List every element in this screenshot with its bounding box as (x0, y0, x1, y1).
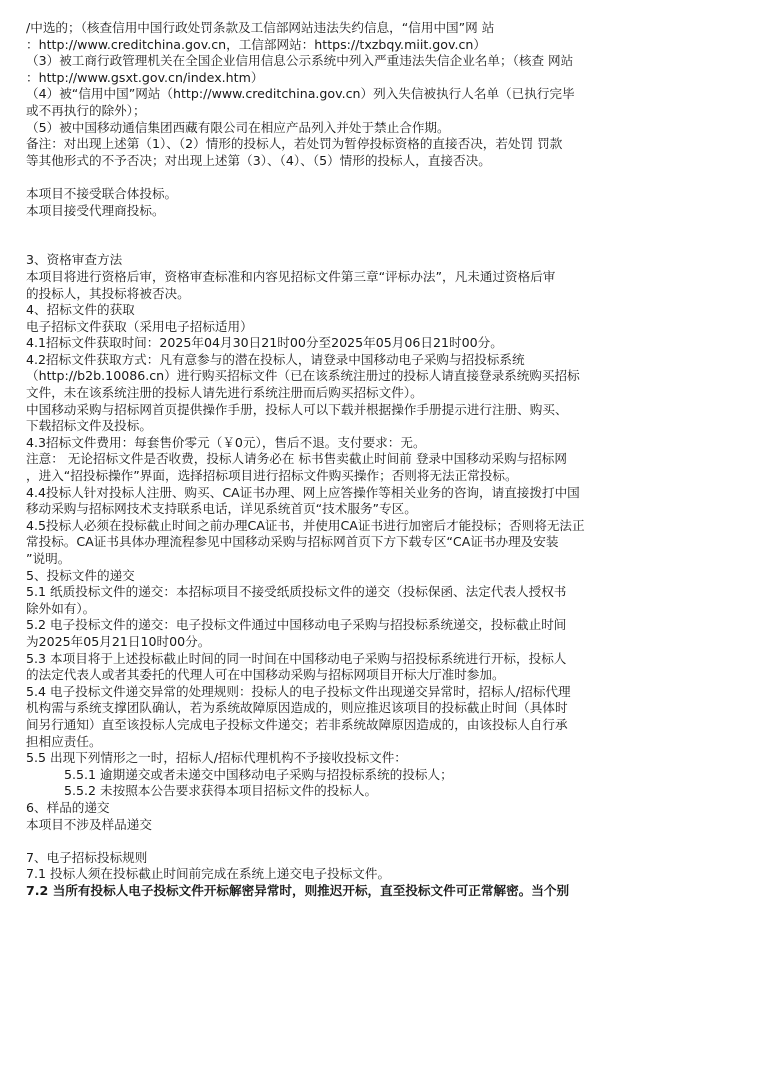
text-line-gsxt-url: ：http://www.gsxt.gov.cn/index.htm） (26, 69, 264, 85)
text-line-no-consortium: 本项目不接受联合体投标。 (26, 185, 178, 201)
text-line-5-5: 5.5 出现下列情形之一时，招标人/招标代理机构不予接收投标文件： (26, 750, 407, 766)
text-line-5-4-end: 担相应责任。 (26, 733, 102, 749)
text-line-remark: 备注：对出现上述第（1）、（2）情形的投标人，若处罚为暂停投标资格的直接否决，若处罚 罚款 (26, 136, 563, 152)
blank-line (26, 219, 738, 236)
text-line-5-4-cont1: 机构需与系统支撑团队确认，若为系统故障原因造成的，则应推迟该项目的投标截止时间（具体时 (26, 700, 568, 716)
announcement-document (26, 20, 738, 899)
text-line-agent-accepted: 本项目接受代理商投标。 (26, 202, 165, 218)
section-heading-samples: 6、样品的递交 (26, 799, 110, 815)
text-line-5-2-cont: 为2025年05月21日10时00分。 (26, 633, 211, 649)
text-line-websites: ：http://www.creditchina.gov.cn，工信部网站：https://txzbqy.miit.gov.cn） (26, 36, 486, 52)
text-line-5-3: 5.3 本项目将于上述投标截止时间的同一时间在中国移动电子采购与招投标系统进行开标，投标人 (26, 650, 567, 666)
text-line-manual-cont: 下载招标文件及投标。 (26, 418, 152, 434)
text-line-4-5-end: ”说明。 (26, 551, 71, 566)
text-line-notice-cont: ，进入“招投标操作”界面，选择招标项目进行招标文件购买操作；否则将无法正常投标。 (26, 468, 518, 484)
text-line-notice: 注意： 无论招标文件是否收费，投标人请务必在 标书售卖截止时间前 登录中国移动采购与招标网 (26, 451, 567, 467)
text-line-5-2: 5.2 电子投标文件的递交：电子投标文件通过中国移动电子采购与招投标系统递交，投标截止时间 (26, 617, 567, 633)
text-line-qualification-cont: 的投标人，其投标将被否决。 (26, 285, 190, 301)
text-line-7-1: 7.1 投标人须在投标截止时间前完成在系统上递交电子投标文件。 (26, 866, 391, 882)
text-line-4-5: 4.5投标人必须在投标截止时间之前办理CA证书，并使用CA证书进行加密后才能投标；否则将无法正 (26, 517, 585, 533)
section-heading-e-bidding-rules: 7、电子招标投标规则 (26, 849, 148, 865)
text-line-manual: 中国移动采购与招标网首页提供操作手册，投标人可以下载并根据操作手册提示进行注册、购买、 (26, 401, 568, 417)
text-line-4-3: 4.3招标文件费用：每套售价零元（￥0元），售后不退。支付要求：无。 (26, 434, 426, 450)
text-line-5-1-cont: 除外如有）。 (26, 600, 96, 616)
text-line-4-1: 4.1招标文件获取时间：2025年04月30日21时00分至2025年05月06日21时00分。 (26, 335, 503, 351)
text-line-item-4: （4）被“信用中国”网站（http://www.creditchina.gov.cn）列入失信被执行人名单（已执行完毕 (26, 86, 575, 102)
section-heading-qualification: 3、资格审查方法 (26, 252, 123, 268)
text-line-5-4-cont2: 间另行通知）直至该投标人完成电子投标文件递交；若非系统故障原因造成的，由该投标人自行承 (26, 716, 568, 732)
blank-line (26, 169, 738, 186)
text-line-5-1: 5.1 纸质投标文件的递交：本招标项目不接受纸质投标文件的递交（投标保函、法定代表人授权书 (26, 584, 567, 600)
text-line-4-2-url: （http://b2b.10086.cn）进行购买招标文件（已在该系统注册过的投标人请直接登录系统购买招标 (26, 368, 580, 384)
text-line-4-4-cont: 移动采购与招标网技术支持联系电话，详见系统首页“技术服务”专区。 (26, 501, 417, 517)
text-line-debarment-cont: /中选的；（核查信用中国行政处罚条款及工信部网站违法失约信息，“信用中国”网 站 (26, 20, 495, 35)
text-line-no-samples: 本项目不涉及样品递交 (26, 816, 152, 832)
text-line-qualification: 本项目将进行资格后审，资格审查标准和内容见招标文件第三章“评标办法”，凡未通过资格后审 (26, 268, 556, 284)
section-heading-obtain-docs: 4、招标文件的获取 (26, 302, 135, 318)
section-heading-submission: 5、投标文件的递交 (26, 567, 135, 583)
text-line-5-5-1: 5.5.1 逾期递交或者未递交中国移动电子采购与招投标系统的投标人； (64, 766, 453, 782)
text-line-4-5-cont: 常投标。CA证书具体办理流程参见中国移动采购与招标网首页下方下载专区“CA证书办理及安装 (26, 534, 559, 550)
text-line-5-5-2: 5.5.2 未按照本公告要求获得本项目招标文件的投标人。 (64, 783, 378, 799)
text-line-item-3: （3）被工商行政管理机关在全国企业信用信息公示系统中列入严重违法失信企业名单；（核查 网站 (26, 53, 574, 69)
blank-line (26, 833, 738, 850)
text-line-remark-cont: 等其他形式的不予否决；对出现上述第（3）、（4）、（5）情形的投标人，直接否决。 (26, 152, 491, 168)
blank-line (26, 236, 738, 253)
text-line-item-4-cont: 或不再执行的除外）； (26, 102, 146, 118)
text-line-4-2-cont: 文件，未在该系统注册的投标人请先进行系统注册而后购买招标文件）。 (26, 385, 423, 401)
text-line-electronic-docs: 电子招标文件获取（采用电子招标适用） (26, 318, 253, 334)
text-line-4-4: 4.4投标人针对投标人注册、购买、CA证书办理、网上应答操作等相关业务的咨询，请直接拨打中国 (26, 484, 580, 500)
text-line-7-2: 7.2 当所有投标人电子投标文件开标解密异常时，则推迟开标，直至投标文件可正常解密。当个别 (26, 882, 570, 898)
text-line-5-4: 5.4 电子投标文件递交异常的处理规则：投标人的电子投标文件出现递交异常时，招标人/招标代理 (26, 683, 571, 699)
text-line-4-2: 4.2招标文件获取方式：凡有意参与的潜在投标人，请登录中国移动电子采购与招投标系统 (26, 351, 525, 367)
text-line-item-5: （5）被中国移动通信集团西藏有限公司在相应产品列入并处于禁止合作期。 (26, 119, 450, 135)
text-line-5-3-cont: 的法定代表人或者其委托的代理人可在中国移动采购与招标网项目开标大厅准时参加。 (26, 667, 505, 683)
